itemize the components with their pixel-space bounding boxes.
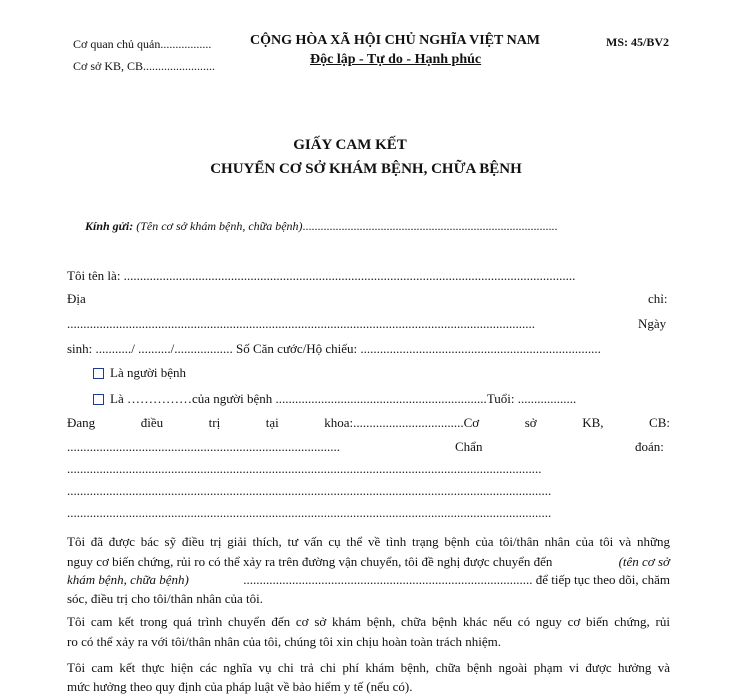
treatment-line <box>67 412 670 434</box>
form-code: MS: 45/BV2 <box>606 35 669 49</box>
treat-word: sở <box>524 415 537 430</box>
paragraph-1-hint-2: khám bệnh, chữa bệnh) <box>67 572 189 587</box>
document-title: GIẤY CAM KẾT <box>293 137 407 153</box>
paragraph-1-line-1: Tôi đã được bác sỹ điều trị giải thích, tư vấn cụ thể về tình trạng bệnh của tôi/thân nhân của tôi và những <box>67 534 670 549</box>
motto: Độc lập - Tự do - Hạnh phúc <box>310 52 482 67</box>
destination-field[interactable]: ......................................................................................... để tiếp tục theo dõi, chăm <box>243 572 670 587</box>
department-field[interactable]: khoa:..................................Cơ <box>324 415 480 430</box>
treat-word: tại <box>265 415 279 430</box>
option-relative[interactable] <box>93 388 668 410</box>
diagnosis-field-3[interactable]: ..................................................................................................................................................... <box>67 505 552 520</box>
treat-word: điều <box>140 415 164 430</box>
address-label-right: chỉ: <box>648 291 668 306</box>
age-field[interactable]: Tuổi: .................. <box>486 391 577 406</box>
recipient-dots[interactable]: ..................................................................................... <box>302 219 558 233</box>
paragraph-1-text: nguy cơ biến chứng, rủi ro có thể xảy ra trên đường vận chuyển, tôi đề nghị được chuyển đến <box>67 554 553 569</box>
paragraph-3-line-1: Tôi cam kết thực hiện các nghĩa vụ chi trả chi phí khám bệnh, chữa bệnh ngoài phạm vi được hưởng và <box>67 660 670 675</box>
facility-line: Cơ sở KB, CB........................ <box>73 59 216 73</box>
option-patient-label: Là người bệnh <box>110 365 187 380</box>
option-relative-label: Là ……………của người bệnh ................................................................. <box>110 391 487 406</box>
diagnosis-field-2[interactable]: ..................................................................................................................................................... <box>67 483 552 498</box>
dob-id-field[interactable]: sinh: .........../ ........../.................. Số Căn cước/Hộ chiếu: .......................................................................... <box>67 341 601 356</box>
facility-field[interactable]: .................................................................................... <box>67 439 340 454</box>
address-label-left: Địa <box>67 291 86 306</box>
paragraph-1-hint: (tên cơ sở <box>618 554 670 569</box>
diagnosis-label-a: Chẩn <box>455 439 483 454</box>
paragraph-2-line-1: Tôi cam kết trong quá trình chuyển đến cơ sở khám bệnh, chữa bệnh khác nếu có nguy cơ biến chứng, rủi <box>67 614 670 629</box>
paragraph-3-line-2: mức hưởng theo quy định của pháp luật về bảo hiểm y tế (nếu có). <box>67 679 413 694</box>
treat-word: trị <box>208 415 221 430</box>
paragraph-1-line-4: sóc, điều trị cho tôi/thân nhân của tôi. <box>67 591 264 606</box>
diagnosis-label-b: đoán: <box>635 439 664 454</box>
treat-word: Đang <box>67 415 96 430</box>
paragraph-2-line-2: ro có thể xảy ra với tôi/thân nhân của tôi, chúng tôi xin chịu hoàn toàn trách nhiệm. <box>67 634 501 649</box>
document-subtitle: CHUYỂN CƠ SỞ KHÁM BỆNH, CHỮA BỆNH <box>210 161 522 177</box>
treat-word: KB, <box>582 415 604 430</box>
treat-word: CB: <box>649 415 670 430</box>
recipient-label: Kính gửi: <box>85 219 134 233</box>
diagnosis-field-1[interactable]: .................................................................................................................................................. <box>67 461 542 476</box>
patient-checkbox[interactable] <box>93 368 104 379</box>
dob-label: Ngày <box>638 316 667 331</box>
option-patient[interactable] <box>93 362 186 384</box>
agency-line: Cơ quan chủ quản................. <box>73 37 212 51</box>
nation-title: CỘNG HÒA XÃ HỘI CHỦ NGHĨA VIỆT NAM <box>250 33 541 48</box>
name-field[interactable]: Tôi tên là: ........................................................................................................................................... <box>67 268 576 283</box>
recipient-hint: (Tên cơ sở khám bệnh, chữa bệnh) <box>136 219 303 233</box>
address-field[interactable]: ................................................................................................................................................ <box>67 316 535 331</box>
relative-checkbox[interactable] <box>93 394 104 405</box>
recipient-line <box>85 219 558 234</box>
